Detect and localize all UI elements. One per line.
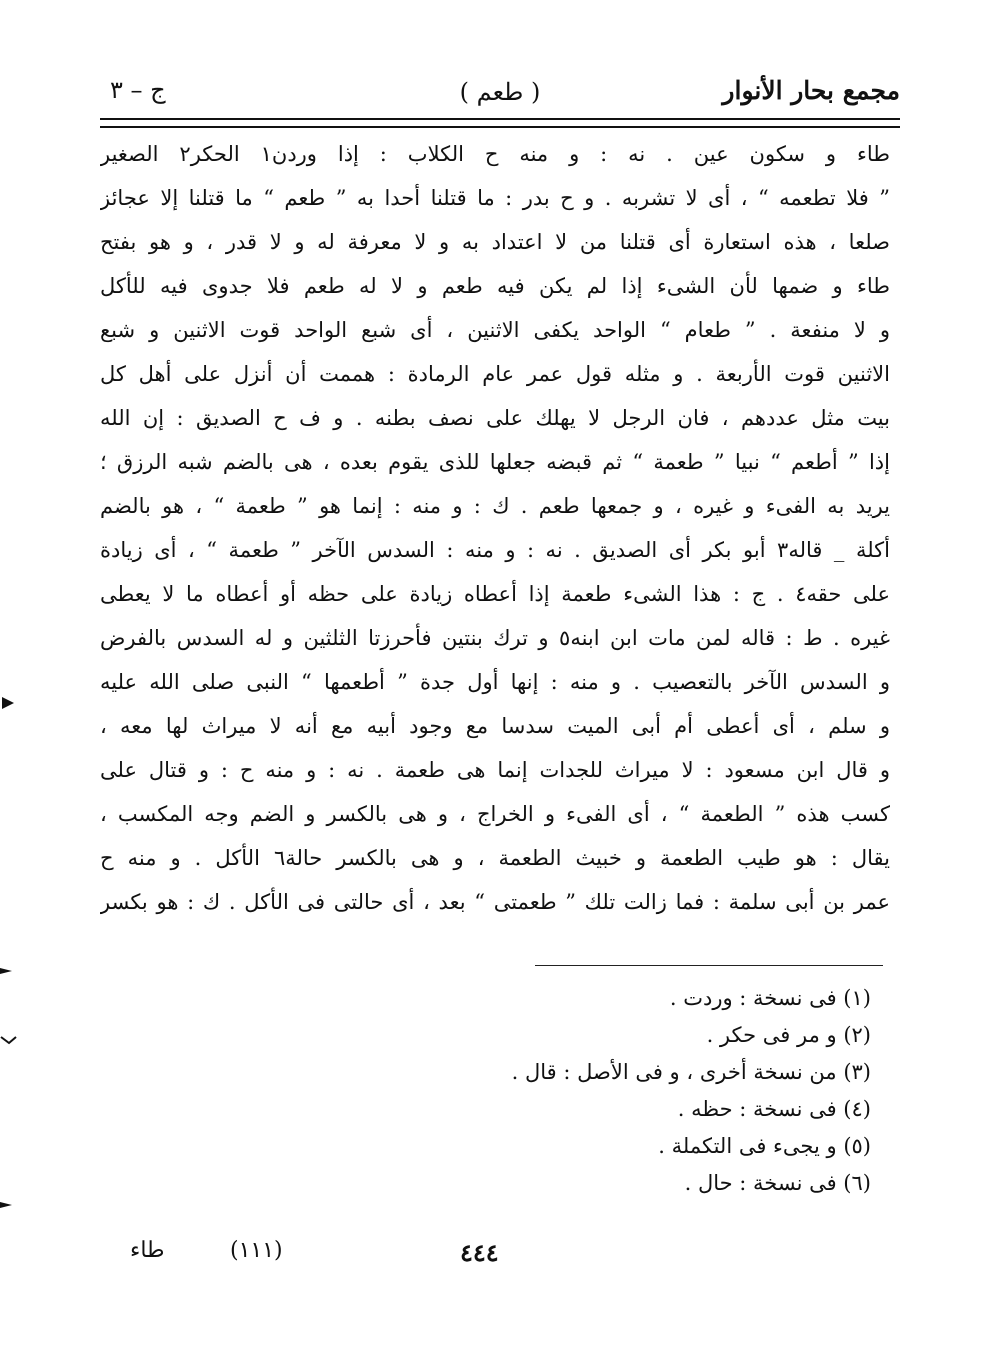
- header-rule: [100, 118, 900, 128]
- volume-label: ج – ٣: [110, 76, 166, 104]
- binding-mark: [0, 696, 18, 710]
- text-line: كسب هذه ” الطعمة “ ، أى الفىء و الخراج ، و هى بالكسر و الضم وجه المكسب ،: [100, 802, 890, 826]
- footnote: (٢) و مر فى حكر .: [706, 1023, 871, 1047]
- text-line: و سلم ، أى أعطى أم أبى الميت سدسا مع وجود أبيه مع أنه لا ميراث لها معه ،: [100, 714, 890, 738]
- text-line: إذا ” أطعم “ نبيا ” طعمة “ ثم قبضه جعلها للذى يقوم بعده ، هى بالضم شبه الرزق ؛: [100, 450, 890, 474]
- page-header: [100, 68, 900, 118]
- text-line: يقال : هو طيب الطعمة و خبيث الطعمة ، و هى بالكسر حالة٦ الأكل . و منه ح: [100, 846, 890, 870]
- footnote-rule: [535, 965, 883, 966]
- text-line: و السدس الآخر بالتعصيب . و منه : إنها أول جدة ” أطعمها “ النبى صلى الله عليه: [100, 670, 890, 694]
- text-line: و قال ابن مسعود : لا ميراث للجدات إنما هى طعمة . نه : و منه ح : و قتال على: [100, 758, 890, 782]
- text-line: يريد به الفىء و غيره ، و جمعها طعم . ك : و منه : إنما هو ” طعمة “ ، هو بالضم: [100, 494, 890, 518]
- footnotes: [451, 980, 871, 1202]
- text-line: ” فلا تطعمه “ ، أى لا تشربه . و ح بدر : ما قتلنا أحدا به ” طعم “ ما قتلنا إلا عجائز: [100, 186, 890, 210]
- sequence-number: (١١١): [230, 1238, 283, 1263]
- footnote: (٥) و يجىء فى التكملة .: [658, 1134, 871, 1158]
- text-line: صلعا ، هذه استعارة أى قتلنا من لا اعتداد به و لا معرفة له و لا قدر ، و هو بفتح: [100, 230, 890, 254]
- text-line: الاثنين قوت الأربعة . و مثله قول عمر عام الرمادة : هممت أن أنزل على أهل كل: [100, 362, 890, 386]
- text-line: أكلة _ قاله٣ أبو بكر أى الصديق . نه : و منه : السدس الآخر ” طعمة “ ، أى زيادة: [100, 538, 890, 562]
- binding-mark: [0, 964, 18, 978]
- text-line: بيت مثل عددهم ، فان الرجل لا يهلك على نصف بطنه . و ف ح الصديق : إن الله: [100, 406, 890, 430]
- text-line: عمر بن أبى سلمة : فما زالت تلك ” طعمتى “ بعد ، أى حالتى فى الأكل . ك : هو بكسر: [100, 890, 890, 914]
- book-title: مجمع بحار الأنوار: [722, 76, 900, 105]
- page-number: ٤٤٤: [460, 1238, 499, 1267]
- entry-word: ( طعم ): [459, 78, 541, 106]
- text-line: طاء و سكون عين . نه : و منه ح الكلاب : إذا وردن١ الحكر٢ الصغير: [100, 142, 890, 166]
- text-line: و لا منفعة . ” طعام “ الواحد يكفى الاثنين ، أى شبع الواحد قوت الاثنين و شبع: [100, 318, 890, 342]
- binding-mark: [0, 1198, 18, 1212]
- footnote: (٣) من نسخة أخرى ، و فى الأصل : قال .: [511, 1060, 871, 1084]
- main-text: [100, 132, 890, 924]
- signature-mark: طاء: [130, 1238, 165, 1263]
- binding-mark: [0, 1034, 18, 1048]
- page-footer: [100, 1238, 900, 1278]
- text-line: طاء و ضمها لأن الشىء إذا لم يكن فيه طعم و لا له طعم فلا جدوى فيه للأكل: [100, 274, 890, 298]
- footnote: (١) فى نسخة : وردت .: [669, 986, 871, 1010]
- text-line: على حقه٤ . ج : هذا الشىء طعمة إذا أعطاه زيادة على حظه أو أعطاه ما لا يعطى: [100, 582, 890, 606]
- footnote: (٤) فى نسخة : حظه .: [677, 1097, 871, 1121]
- footnote: (٦) فى نسخة : حال .: [684, 1171, 871, 1195]
- text-line: غيره . ط : قاله لمن مات ابن ابنه٥ و ترك بنتين فأحرزتا الثلثين و له السدس بالفرض: [100, 626, 890, 650]
